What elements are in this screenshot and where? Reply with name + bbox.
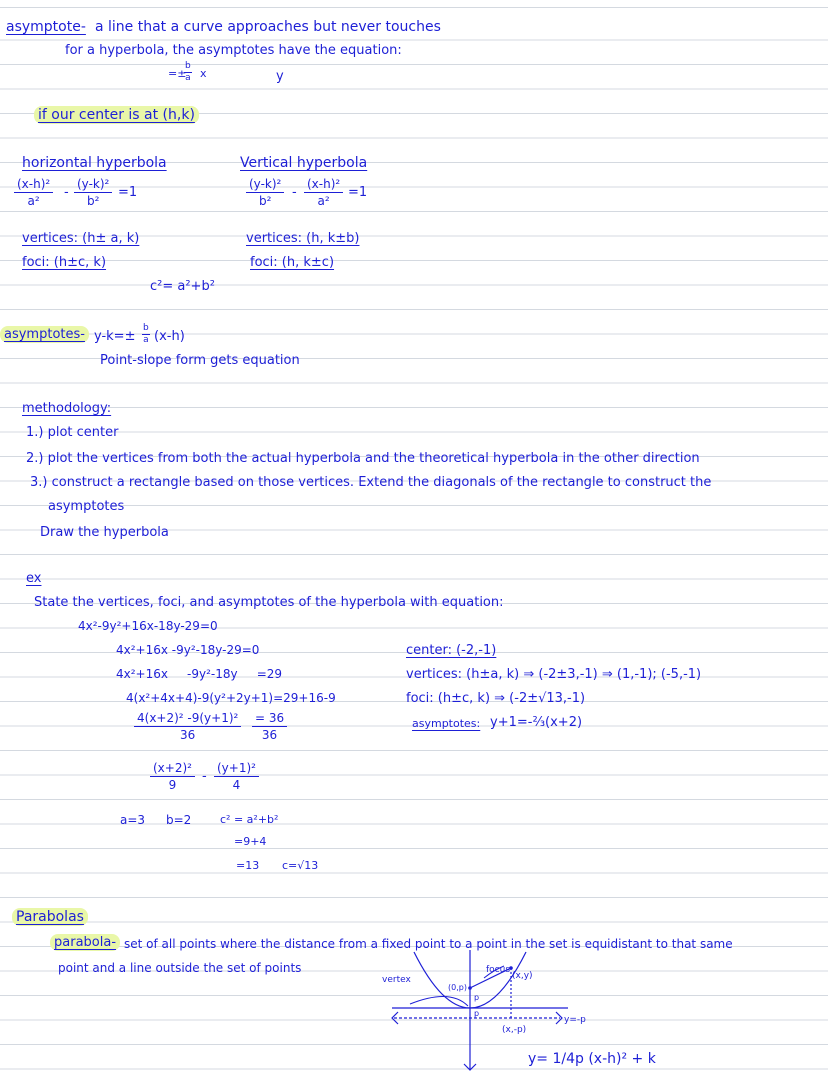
horizontal-minus: - (64, 185, 69, 200)
example-c-step-1: c² = a²+b² (220, 813, 279, 826)
horizontal-den-2: b² (86, 194, 100, 208)
asymptotes-eq-left: y-k=± (94, 329, 136, 344)
vertex-label: vertex (382, 975, 411, 985)
asymptote-eq-den: a (185, 73, 191, 83)
vertical-equals: =1 (348, 185, 368, 200)
vertical-den-2: a² (317, 194, 330, 208)
example-center: center: (-2,-1) (406, 643, 497, 658)
example-std-den-2: 4 (232, 778, 241, 792)
vertex-pointer (410, 996, 468, 1006)
asymptote-eq-x: x (200, 67, 207, 80)
horizontal-foci: foci: (h±c, k) (22, 255, 107, 270)
example-step-5-rhs-den: 36 (261, 728, 278, 742)
example-std-num-2: (y+1)² (214, 762, 259, 777)
x-minus-p-label: (x,-p) (502, 1025, 527, 1035)
horizontal-den-1: a² (27, 194, 40, 208)
vertical-num-2: (x-h)² (304, 178, 343, 193)
example-step-4: 4(x²+4x+4)-9(y²+2y+1)=29+16-9 (126, 691, 336, 705)
example-prompt: State the vertices, foci, and asymptotes of the hyperbola with equation: (34, 595, 504, 610)
example-step-5-den: 36 (180, 728, 196, 742)
example-step-5-fraction (134, 712, 241, 741)
asymptote-eq-prefix: =± (168, 67, 187, 80)
horizontal-equals: =1 (118, 185, 138, 200)
parabolas-heading: Parabolas (12, 908, 88, 926)
example-step-5-num: 4(x+2)² -9(y+1)² (134, 712, 241, 727)
example-step-3: 4x²+16x -9y²-18y =29 (116, 667, 283, 681)
asymptotes-eq-num: b (143, 323, 149, 333)
example-std-num-1: (x+2)² (150, 762, 195, 777)
focus-label: focus (486, 965, 511, 975)
horizontal-fraction-1 (14, 178, 53, 207)
parabola-vertex-form: y= 1/4p (x-h)² + k (528, 1051, 656, 1067)
methodology-step-3-cont: asymptotes (48, 499, 125, 514)
example-c-step-2: =9+4 (234, 835, 267, 848)
horizontal-hyperbola-title: horizontal hyperbola (22, 155, 167, 171)
example-foci: foci: (h±c, k) ⇒ (-2±√13,-1) (406, 691, 586, 706)
vertical-vertices: vertices: (h, k±b) (246, 231, 360, 246)
op-label: (0,p) (448, 983, 467, 992)
example-vertices: vertices: (h±a, k) ⇒ (-2±3,-1) ⇒ (1,-1); (-5,-1) (406, 667, 702, 682)
center-heading: if our center is at (h,k) (34, 106, 199, 124)
parabola-definition-cont: point and a line outside the set of points (58, 961, 302, 975)
xy-label: (x,y) (512, 971, 533, 981)
p-label-upper: p (474, 993, 480, 1002)
horizontal-num-2: (y-k)² (74, 178, 112, 193)
example-c-value: c=√13 (282, 859, 319, 872)
example-step-5-rhs (252, 712, 287, 741)
vertical-minus: - (292, 185, 297, 200)
asymptotes-eq-fraction (142, 324, 150, 345)
vertical-foci: foci: (h, k±c) (250, 255, 335, 270)
example-standard-fraction-2 (214, 762, 259, 791)
horizontal-vertices: vertices: (h± a, k) (22, 231, 140, 246)
example-b-value: b=2 (166, 813, 192, 827)
horizontal-fraction-2 (74, 178, 112, 207)
example-step-1: 4x²-9y²+16x-18y-29=0 (78, 619, 218, 633)
methodology-step-2: 2.) plot the vertices from both the actual hyperbola and the theoretical hyperbola in the other direction (26, 451, 700, 466)
parabola-definition: set of all points where the distance from a fixed point to a point in the set is equidistant to that same (124, 937, 733, 951)
methodology-step-1: 1.) plot center (26, 425, 119, 440)
vertical-hyperbola-title: Vertical hyperbola (240, 155, 368, 171)
p-label-lower: p (474, 1009, 480, 1018)
directrix-label: y=-p (564, 1015, 586, 1025)
vertical-fraction-2 (304, 178, 343, 207)
parabola-term: parabola- (50, 934, 120, 951)
example-a-value: a=3 (120, 813, 146, 827)
asymptote-eq-num: b (185, 61, 191, 71)
example-c-step-3: =13 (236, 859, 260, 872)
vertical-den-1: b² (258, 194, 272, 208)
example-standard-minus: - (202, 769, 207, 784)
focus-point (468, 986, 472, 990)
methodology-step-3: 3.) construct a rectangle based on those vertices. Extend the diagonals of the rectangle to construct the (30, 475, 712, 490)
asymptote-hyperbola-note: for a hyperbola, the asymptotes have the equation: (65, 43, 402, 58)
point-slope-note: Point-slope form gets equation (100, 353, 300, 368)
example-asymptotes-label: asymptotes: (412, 717, 481, 730)
methodology-step-4: Draw the hyperbola (40, 525, 169, 540)
asymptote-definition: a line that a curve approaches but never touches (95, 19, 441, 35)
asymptote-eq-fraction (184, 62, 192, 83)
vertical-fraction-1 (246, 178, 284, 207)
methodology-title: methodology: (22, 401, 112, 416)
example-std-den-1: 9 (168, 778, 177, 792)
example-step-2: 4x²+16x -9y²-18y-29=0 (116, 643, 260, 657)
vertical-num-1: (y-k)² (246, 178, 284, 193)
example-standard-fraction-1 (150, 762, 195, 791)
asymptote-term: asymptote- (6, 19, 86, 35)
asymptotes-eq-den: a (143, 335, 149, 345)
example-asymptotes-eq: y+1=-⅔(x+2) (490, 715, 583, 730)
c-relation: c²= a²+b² (150, 279, 215, 294)
asymptote-eq-y: y (276, 69, 284, 84)
asymptotes-eq-right: (x-h) (154, 329, 185, 344)
example-step-5-rhs-num: = 36 (252, 712, 287, 727)
example-label: ex (26, 571, 42, 586)
asymptotes-term: asymptotes- (0, 326, 89, 343)
horizontal-num-1: (x-h)² (14, 178, 53, 193)
